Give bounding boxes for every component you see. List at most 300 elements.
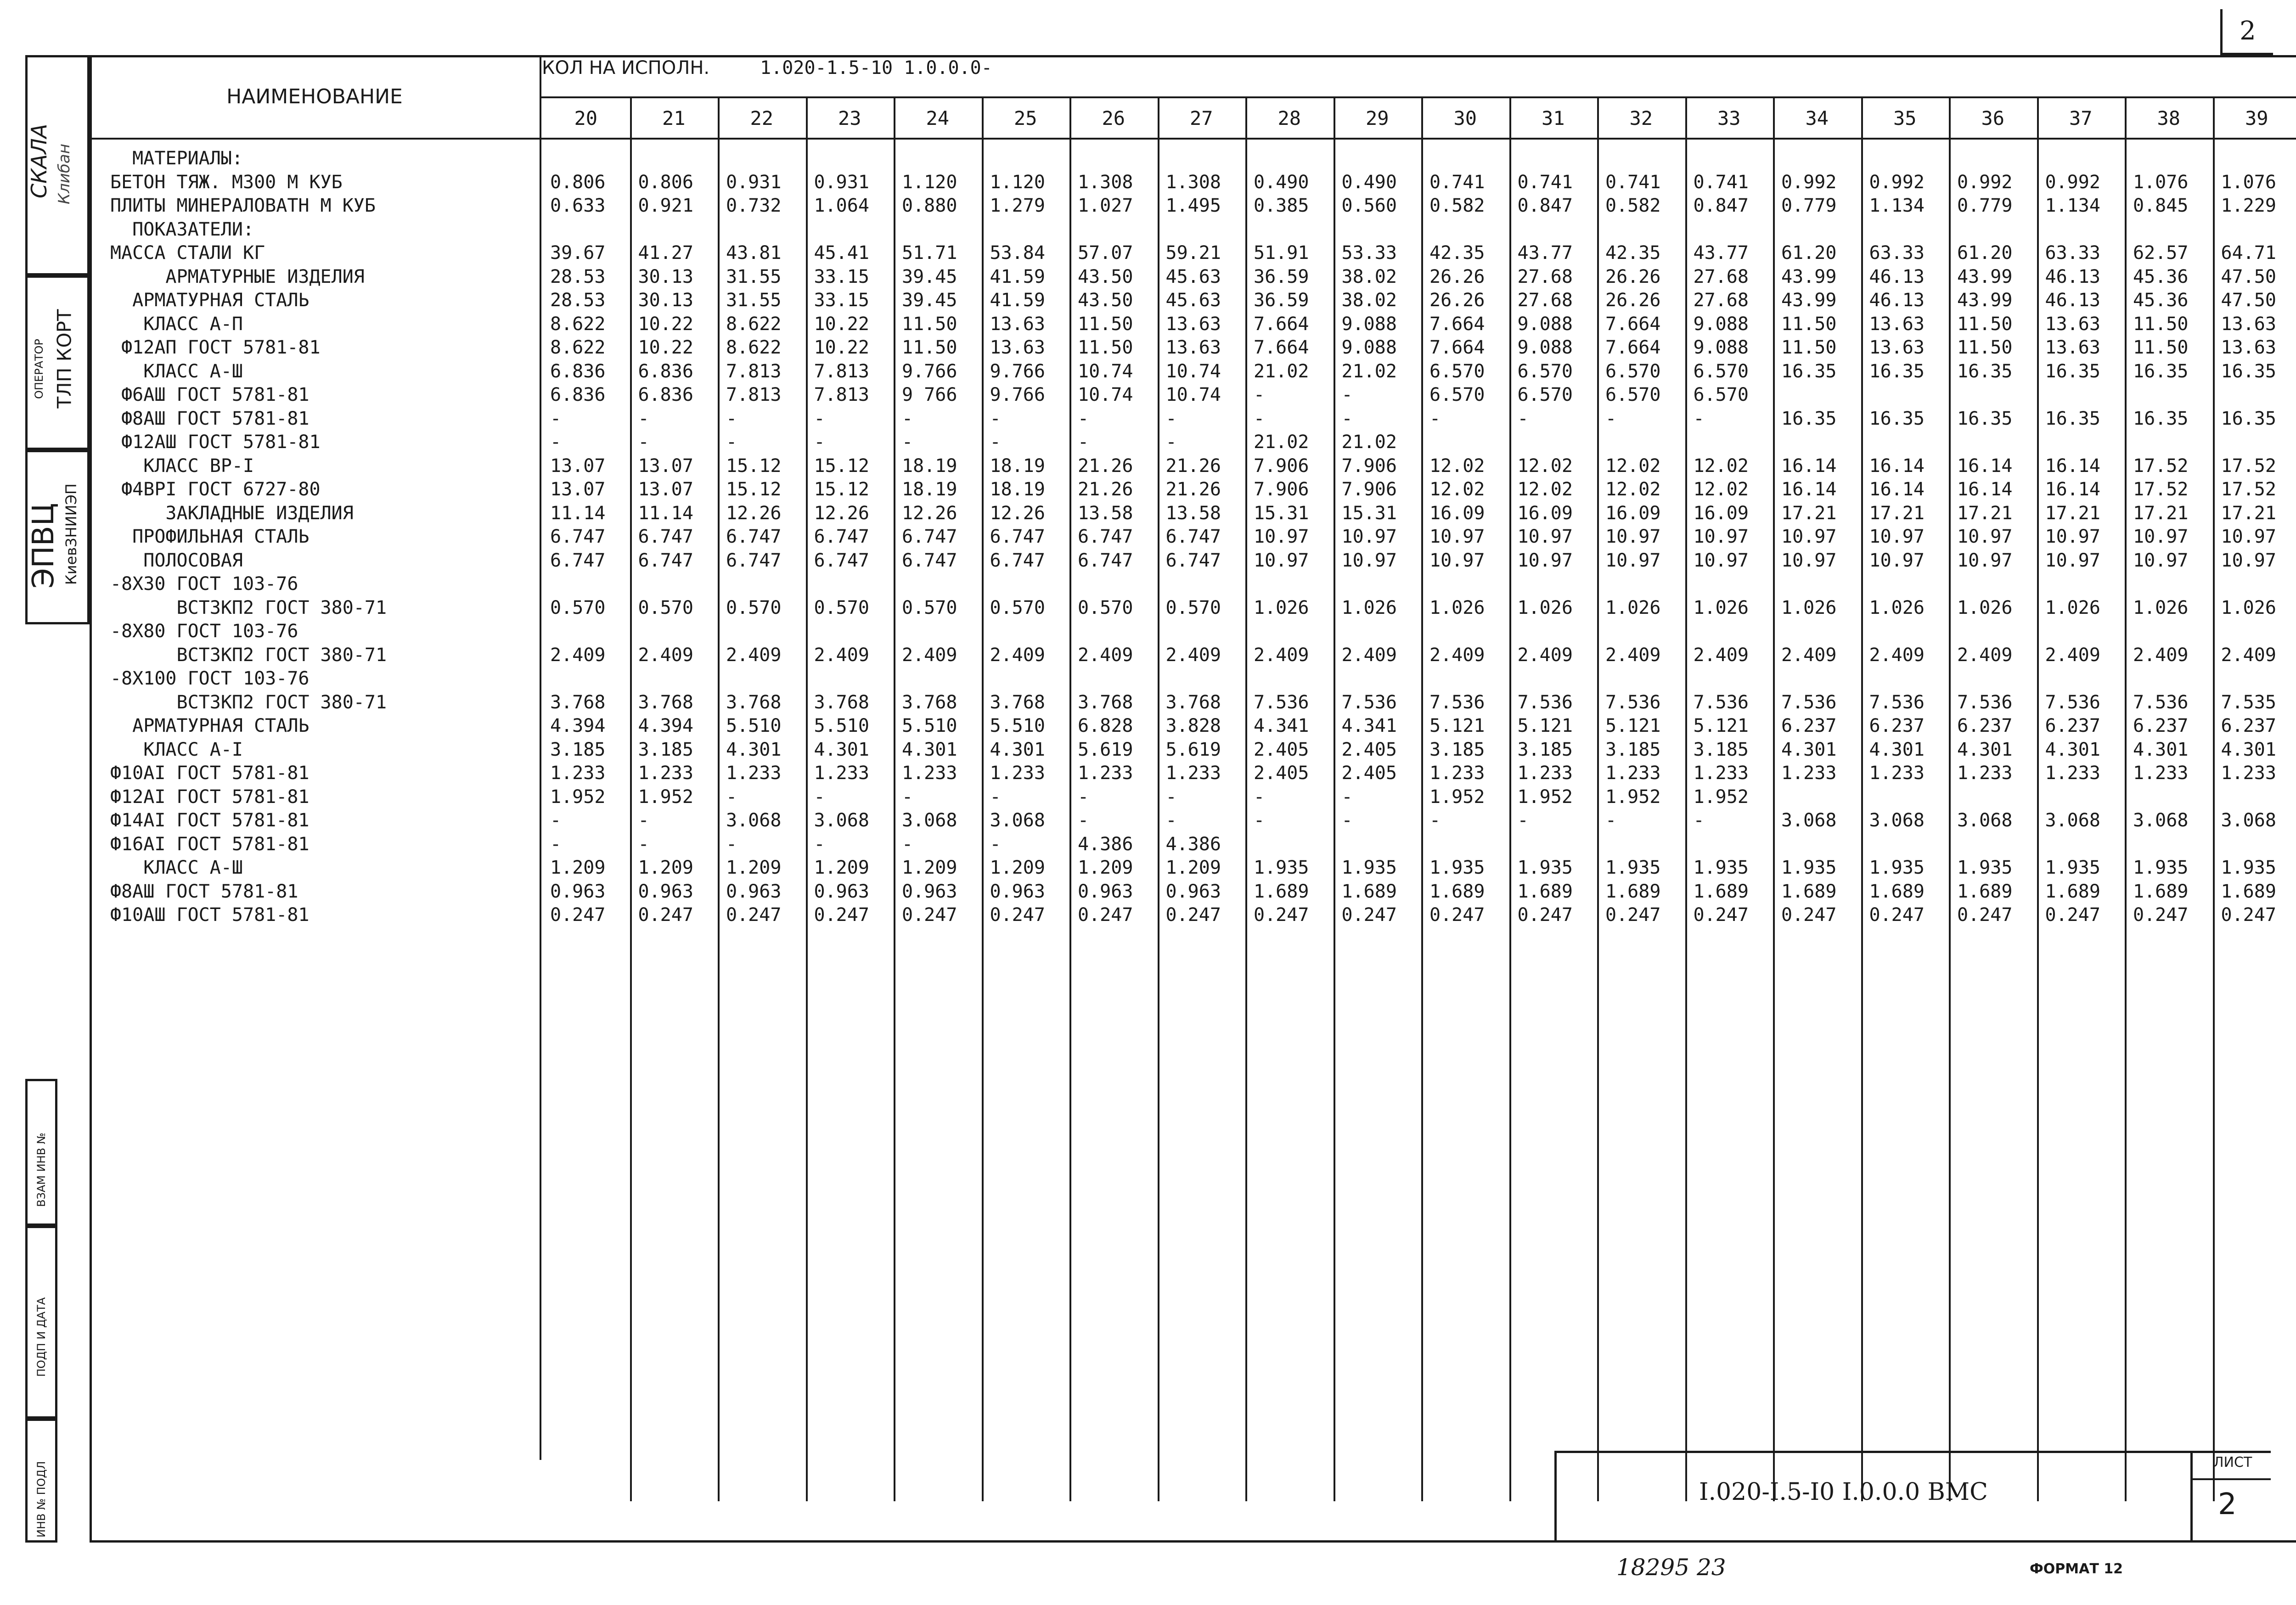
- table-cell: 63.33: [1869, 242, 1925, 264]
- table-cell: 10.97: [1341, 550, 1397, 571]
- table-cell: 1.935: [1957, 857, 2013, 878]
- row-label: БЕТОН ТЯЖ. М300 М КУБ: [110, 171, 343, 193]
- table-cell: 0.847: [1693, 195, 1749, 216]
- table-cell: 12.26: [726, 502, 782, 524]
- table-cell: -: [1693, 810, 1705, 831]
- table-cell: 7.664: [1429, 337, 1485, 358]
- table-cell: 2.409: [1957, 644, 2013, 666]
- table-cell: 0.247: [2133, 904, 2189, 926]
- row-label: КЛАСС А-Ш: [110, 360, 243, 382]
- table-cell: 12.02: [1429, 479, 1485, 500]
- table-cell: 12.02: [1693, 455, 1749, 477]
- table-cell: 1.233: [902, 763, 957, 784]
- table-cell: 3.068: [2221, 810, 2276, 831]
- table-cell: 10.97: [1429, 526, 1485, 547]
- table-cell: 3.068: [902, 810, 957, 831]
- table-cell: 16.14: [1869, 479, 1925, 500]
- table-cell: 13.63: [1869, 313, 1925, 335]
- table-cell: 0.570: [550, 597, 606, 618]
- table-cell: 1.076: [2133, 171, 2189, 193]
- table-cell: 4.301: [1957, 739, 2013, 760]
- table-cell: -: [1517, 408, 1529, 429]
- table-cell: 46.13: [2045, 266, 2100, 287]
- table-cell: -: [902, 833, 913, 855]
- table-cell: 26.26: [1605, 266, 1661, 287]
- table-cell: 6.747: [638, 526, 693, 547]
- column-header: 37: [2069, 107, 2093, 129]
- table-cell: 12.02: [1517, 455, 1573, 477]
- table-cell: -: [1165, 810, 1177, 831]
- table-cell: 4.301: [814, 739, 869, 760]
- table-cell: 2.409: [550, 644, 606, 666]
- table-cell: 16.35: [1781, 360, 1837, 382]
- column-divider: [1069, 96, 1071, 1501]
- table-cell: 28.53: [550, 290, 606, 311]
- column-divider: [1861, 96, 1863, 1501]
- table-cell: 42.35: [1429, 242, 1485, 264]
- table-cell: 4.301: [2045, 739, 2100, 760]
- table-cell: 1.026: [1517, 597, 1573, 618]
- column-divider: [1773, 96, 1775, 1501]
- column-header: 38: [2157, 107, 2181, 129]
- table-cell: 16.14: [2045, 479, 2100, 500]
- table-cell: 1.935: [2045, 857, 2100, 878]
- table-cell: 2.409: [814, 644, 869, 666]
- table-cell: 46.13: [1869, 266, 1925, 287]
- table-cell: 3.185: [1429, 739, 1485, 760]
- scale-box: [25, 55, 90, 275]
- table-cell: 16.35: [1869, 360, 1925, 382]
- table-cell: 4.394: [550, 715, 606, 736]
- table-cell: 41.27: [638, 242, 693, 264]
- table-cell: 1.026: [2133, 597, 2189, 618]
- table-cell: 9.088: [1693, 313, 1749, 335]
- table-cell: 4.301: [726, 739, 782, 760]
- table-cell: 21.26: [1165, 479, 1221, 500]
- table-cell: 8.622: [726, 313, 782, 335]
- table-cell: 16.14: [1869, 455, 1925, 477]
- table-cell: 0.963: [726, 881, 782, 902]
- table-cell: 6.747: [726, 550, 782, 571]
- table-cell: -: [814, 786, 825, 808]
- table-cell: 16.14: [1781, 479, 1837, 500]
- table-cell: 11.14: [638, 502, 693, 524]
- table-cell: 16.35: [2221, 408, 2276, 429]
- table-cell: 3.185: [550, 739, 606, 760]
- table-cell: -: [990, 786, 1001, 808]
- table-cell: 13.63: [2045, 313, 2100, 335]
- sheet-number: 2: [2218, 1487, 2237, 1521]
- table-cell: -: [550, 432, 562, 453]
- table-cell: 5.121: [1605, 715, 1661, 736]
- table-cell: 2.409: [1693, 644, 1749, 666]
- table-cell: 13.07: [550, 455, 606, 477]
- table-cell: 2.409: [2221, 644, 2276, 666]
- column-header: 28: [1277, 107, 1301, 129]
- table-cell: 43.99: [1957, 290, 2013, 311]
- table-cell: 6.836: [638, 360, 693, 382]
- table-cell: 1.233: [550, 763, 606, 784]
- row-label: Ф12АШ ГОСТ 5781-81: [110, 432, 321, 453]
- table-cell: 11.50: [1781, 337, 1837, 358]
- table-cell: -: [1165, 408, 1177, 429]
- inv-box: [25, 1079, 57, 1226]
- table-cell: 43.99: [1957, 266, 2013, 287]
- table-cell: -: [1165, 432, 1177, 453]
- table-cell: 7.664: [1605, 337, 1661, 358]
- table-cell: 7.664: [1254, 313, 1309, 335]
- row-label: ЗАКЛАДНЫЕ ИЗДЕЛИЯ: [110, 502, 354, 524]
- table-cell: 6.570: [1693, 384, 1749, 405]
- table-cell: 1.233: [726, 763, 782, 784]
- table-cell: 39.45: [902, 290, 957, 311]
- table-cell: 16.35: [2133, 360, 2189, 382]
- row-label: -8X30 ГОСТ 103-76: [110, 573, 298, 595]
- table-cell: 0.963: [1078, 881, 1133, 902]
- table-cell: 5.121: [1693, 715, 1749, 736]
- table-cell: 3.068: [2045, 810, 2100, 831]
- table-cell: 16.35: [2045, 360, 2100, 382]
- table-cell: 5.619: [1078, 739, 1133, 760]
- row-label: АРМАТУРНАЯ СТАЛЬ: [110, 715, 310, 736]
- table-cell: 0.247: [1078, 904, 1133, 926]
- table-cell: 3.768: [1078, 691, 1133, 713]
- table-cell: 36.59: [1254, 290, 1309, 311]
- table-cell: -: [902, 786, 913, 808]
- table-cell: 0.963: [1165, 881, 1221, 902]
- column-divider: [630, 96, 632, 1501]
- table-cell: 10.97: [1254, 526, 1309, 547]
- table-cell: -: [1341, 408, 1353, 429]
- table-cell: 7.536: [1429, 691, 1485, 713]
- table-cell: 1.308: [1078, 171, 1133, 193]
- table-cell: 10.22: [638, 313, 693, 335]
- table-cell: 38.02: [1341, 266, 1397, 287]
- table-cell: 0.963: [902, 881, 957, 902]
- table-cell: 3.768: [902, 691, 957, 713]
- table-cell: 7.536: [1254, 691, 1309, 713]
- row-label: Ф8АШ ГОСТ 5781-81: [110, 881, 298, 902]
- handwritten-number: 18295 23: [1616, 1554, 1726, 1581]
- table-cell: 3.768: [814, 691, 869, 713]
- table-cell: 2.409: [1341, 644, 1397, 666]
- table-cell: 6.747: [990, 526, 1045, 547]
- table-cell: 12.02: [1517, 479, 1573, 500]
- header-qty-label: КОЛ НА ИСПОЛН.: [542, 57, 710, 79]
- table-cell: 3.768: [638, 691, 693, 713]
- table-cell: 10.97: [1429, 550, 1485, 571]
- table-cell: -: [726, 432, 737, 453]
- table-cell: 1.689: [2045, 881, 2100, 902]
- row-label: АРМАТУРНАЯ СТАЛЬ: [110, 290, 310, 311]
- table-cell: 0.247: [2045, 904, 2100, 926]
- table-cell: -: [550, 833, 562, 855]
- table-cell: 0.247: [1869, 904, 1925, 926]
- table-cell: 17.52: [2133, 479, 2189, 500]
- table-cell: 9.088: [1517, 337, 1573, 358]
- table-cell: 1.689: [1517, 881, 1573, 902]
- table-cell: 21.02: [1341, 360, 1397, 382]
- table-cell: 1.952: [638, 786, 693, 808]
- table-cell: 1.935: [2221, 857, 2276, 878]
- table-cell: 5.510: [902, 715, 957, 736]
- table-cell: 11.50: [2133, 337, 2189, 358]
- table-cell: 11.50: [1078, 337, 1133, 358]
- table-cell: 3.068: [1869, 810, 1925, 831]
- table-cell: 21.02: [1254, 360, 1309, 382]
- row-label: Ф12АП ГОСТ 5781-81: [110, 337, 321, 358]
- table-cell: 1.689: [2133, 881, 2189, 902]
- row-label: ПРОФИЛЬНАЯ СТАЛЬ: [110, 526, 310, 547]
- table-cell: 0.732: [726, 195, 782, 216]
- table-cell: 2.409: [1078, 644, 1133, 666]
- table-cell: 33.15: [814, 266, 869, 287]
- table-cell: -: [1693, 408, 1705, 429]
- table-cell: 6.570: [1429, 384, 1485, 405]
- table-cell: 0.247: [1957, 904, 2013, 926]
- table-cell: 17.21: [1957, 502, 2013, 524]
- table-cell: 1.935: [1693, 857, 1749, 878]
- row-label: -8X80 ГОСТ 103-76: [110, 621, 298, 642]
- table-cell: 16.14: [2045, 455, 2100, 477]
- table-cell: 1.064: [814, 195, 869, 216]
- table-cell: 17.21: [1869, 502, 1925, 524]
- table-cell: 6.570: [1517, 360, 1573, 382]
- column-header: 34: [1805, 107, 1829, 129]
- table-cell: 0.931: [814, 171, 869, 193]
- table-cell: 10.97: [2045, 526, 2100, 547]
- table-cell: 10.74: [1078, 360, 1133, 382]
- table-cell: 9.088: [1517, 313, 1573, 335]
- table-cell: 15.12: [814, 455, 869, 477]
- table-cell: 61.20: [1781, 242, 1837, 264]
- table-cell: 16.35: [2133, 408, 2189, 429]
- table-cell: 17.21: [2133, 502, 2189, 524]
- table-cell: 10.97: [1517, 526, 1573, 547]
- table-cell: 0.247: [550, 904, 606, 926]
- table-cell: 11.50: [2133, 313, 2189, 335]
- table-cell: 16.35: [2221, 360, 2276, 382]
- table-cell: -: [814, 432, 825, 453]
- table-cell: 10.97: [1605, 526, 1661, 547]
- table-cell: 16.35: [1957, 408, 2013, 429]
- table-cell: -: [1605, 408, 1617, 429]
- table-cell: 1.935: [1781, 857, 1837, 878]
- table-cell: 1.952: [1429, 786, 1485, 808]
- column-divider: [718, 96, 720, 1501]
- table-cell: 6.747: [550, 526, 606, 547]
- table-cell: 1.233: [1957, 763, 2013, 784]
- table-cell: 8.622: [550, 313, 606, 335]
- table-cell: 3.068: [2133, 810, 2189, 831]
- table-cell: 1.233: [990, 763, 1045, 784]
- operator-box: [25, 275, 90, 450]
- table-cell: 0.570: [638, 597, 693, 618]
- table-cell: 1.308: [1165, 171, 1221, 193]
- org-sub-label: КиевЗНИИЭП: [62, 483, 80, 585]
- table-cell: 1.935: [1429, 857, 1485, 878]
- table-cell: 18.19: [990, 479, 1045, 500]
- column-divider: [806, 96, 808, 1501]
- podl-box: [25, 1419, 57, 1543]
- table-cell: 10.97: [1605, 550, 1661, 571]
- table-cell: 10.97: [1869, 526, 1925, 547]
- table-cell: 2.405: [1341, 763, 1397, 784]
- table-cell: 6.747: [814, 550, 869, 571]
- table-cell: 3.185: [1605, 739, 1661, 760]
- table-cell: 9.766: [990, 384, 1045, 405]
- column-header: 27: [1189, 107, 1213, 129]
- table-cell: 51.91: [1254, 242, 1309, 264]
- table-cell: 53.84: [990, 242, 1045, 264]
- name-column-divider: [540, 55, 541, 1460]
- table-cell: 0.247: [726, 904, 782, 926]
- table-cell: 39.67: [550, 242, 606, 264]
- table-cell: 0.247: [1254, 904, 1309, 926]
- table-cell: 43.50: [1078, 266, 1133, 287]
- row-label: Ф6АШ ГОСТ 5781-81: [110, 384, 310, 405]
- table-cell: 7.906: [1341, 455, 1397, 477]
- column-header: 36: [1981, 107, 2005, 129]
- table-cell: 45.36: [2133, 266, 2189, 287]
- table-cell: 13.63: [1165, 313, 1221, 335]
- table-cell: 6.747: [638, 550, 693, 571]
- table-cell: 1.935: [1605, 857, 1661, 878]
- table-cell: 1.233: [1693, 763, 1749, 784]
- sheet-label: ЛИСТ: [2213, 1454, 2252, 1470]
- table-cell: -: [814, 833, 825, 855]
- table-cell: 0.570: [726, 597, 782, 618]
- table-cell: 13.58: [1078, 502, 1133, 524]
- table-cell: 1.026: [1341, 597, 1397, 618]
- table-cell: 42.35: [1605, 242, 1661, 264]
- column-divider: [2213, 96, 2215, 1501]
- table-cell: 13.63: [2045, 337, 2100, 358]
- table-cell: 4.341: [1254, 715, 1309, 736]
- table-cell: 12.26: [902, 502, 957, 524]
- table-cell: 0.247: [1165, 904, 1221, 926]
- table-cell: 17.21: [2045, 502, 2100, 524]
- table-cell: 6.570: [1429, 360, 1485, 382]
- table-cell: 1.026: [1693, 597, 1749, 618]
- document-code: I.020-I.5-I0 I.0.0.0 ВМС: [1699, 1478, 1988, 1506]
- table-cell: 13.07: [550, 479, 606, 500]
- table-cell: 10.74: [1165, 384, 1221, 405]
- table-cell: 6.570: [1693, 360, 1749, 382]
- table-cell: 3.068: [1957, 810, 2013, 831]
- table-cell: 1.209: [726, 857, 782, 878]
- table-cell: 1.233: [1517, 763, 1573, 784]
- table-cell: 3.068: [814, 810, 869, 831]
- table-cell: 0.741: [1517, 171, 1573, 193]
- table-cell: 7.906: [1341, 479, 1397, 500]
- table-cell: 1.689: [1781, 881, 1837, 902]
- spec-table: [90, 55, 2296, 1460]
- table-cell: 1.952: [1693, 786, 1749, 808]
- table-cell: 1.134: [1869, 195, 1925, 216]
- table-cell: 7.813: [726, 384, 782, 405]
- table-cell: 12.02: [1429, 455, 1485, 477]
- row-label: Ф4ВРI ГОСТ 6727-80: [110, 479, 321, 500]
- table-cell: 3.068: [990, 810, 1045, 831]
- table-cell: 0.570: [1165, 597, 1221, 618]
- table-cell: 41.59: [990, 290, 1045, 311]
- table-cell: 1.233: [1165, 763, 1221, 784]
- table-cell: 11.50: [1781, 313, 1837, 335]
- table-cell: 0.247: [1341, 904, 1397, 926]
- table-cell: 0.992: [1781, 171, 1837, 193]
- table-cell: 43.50: [1078, 290, 1133, 311]
- table-cell: 13.07: [638, 479, 693, 500]
- table-cell: 17.52: [2221, 455, 2276, 477]
- table-cell: 1.026: [1869, 597, 1925, 618]
- row-label: МАТЕРИАЛЫ:: [110, 148, 243, 169]
- column-header: 29: [1365, 107, 1389, 129]
- table-cell: 1.209: [1078, 857, 1133, 878]
- table-cell: -: [1254, 786, 1265, 808]
- row-label: Ф12АI ГОСТ 5781-81: [110, 786, 310, 808]
- table-cell: 7.813: [726, 360, 782, 382]
- table-cell: 1.026: [1957, 597, 2013, 618]
- table-cell: -: [902, 432, 913, 453]
- table-cell: 64.71: [2221, 242, 2276, 264]
- table-cell: 2.409: [1781, 644, 1837, 666]
- table-cell: 4.386: [1078, 833, 1133, 855]
- table-cell: 1.209: [814, 857, 869, 878]
- table-cell: 1.495: [1165, 195, 1221, 216]
- column-divider: [2125, 96, 2127, 1501]
- table-cell: 1.689: [2221, 881, 2276, 902]
- table-cell: 10.97: [1957, 550, 2013, 571]
- table-cell: 13.63: [2221, 337, 2276, 358]
- table-cell: 3.185: [1517, 739, 1573, 760]
- table-cell: 0.247: [1429, 904, 1485, 926]
- table-cell: 0.992: [1957, 171, 2013, 193]
- table-cell: 59.21: [1165, 242, 1221, 264]
- table-cell: 7.536: [1605, 691, 1661, 713]
- table-cell: -: [1517, 810, 1529, 831]
- table-cell: 6.237: [1781, 715, 1837, 736]
- table-cell: 0.247: [814, 904, 869, 926]
- table-cell: 6.828: [1078, 715, 1133, 736]
- table-cell: 1.229: [2221, 195, 2276, 216]
- table-cell: 45.63: [1165, 290, 1221, 311]
- table-cell: 3.068: [726, 810, 782, 831]
- row-label: КЛАСС А-П: [110, 313, 243, 335]
- table-cell: 6.570: [1605, 384, 1661, 405]
- column-divider: [2037, 96, 2039, 1501]
- table-cell: 27.68: [1517, 290, 1573, 311]
- table-cell: 17.21: [2221, 502, 2276, 524]
- row-label: КЛАСС А-I: [110, 739, 243, 760]
- table-cell: 10.97: [1957, 526, 2013, 547]
- row-label: Ф10АШ ГОСТ 5781-81: [110, 904, 310, 926]
- table-cell: 30.13: [638, 266, 693, 287]
- table-cell: 1.209: [990, 857, 1045, 878]
- table-cell: 43.77: [1693, 242, 1749, 264]
- table-cell: 11.50: [1957, 313, 2013, 335]
- table-cell: 1.120: [990, 171, 1045, 193]
- table-cell: 1.952: [1605, 786, 1661, 808]
- table-cell: -: [638, 810, 649, 831]
- table-cell: 3.185: [638, 739, 693, 760]
- table-cell: 7.906: [1254, 479, 1309, 500]
- format-label: ФОРМАТ 12: [2030, 1561, 2123, 1577]
- table-cell: 7.906: [1254, 455, 1309, 477]
- table-cell: 11.14: [550, 502, 606, 524]
- table-cell: -: [550, 408, 562, 429]
- table-cell: 0.570: [1078, 597, 1133, 618]
